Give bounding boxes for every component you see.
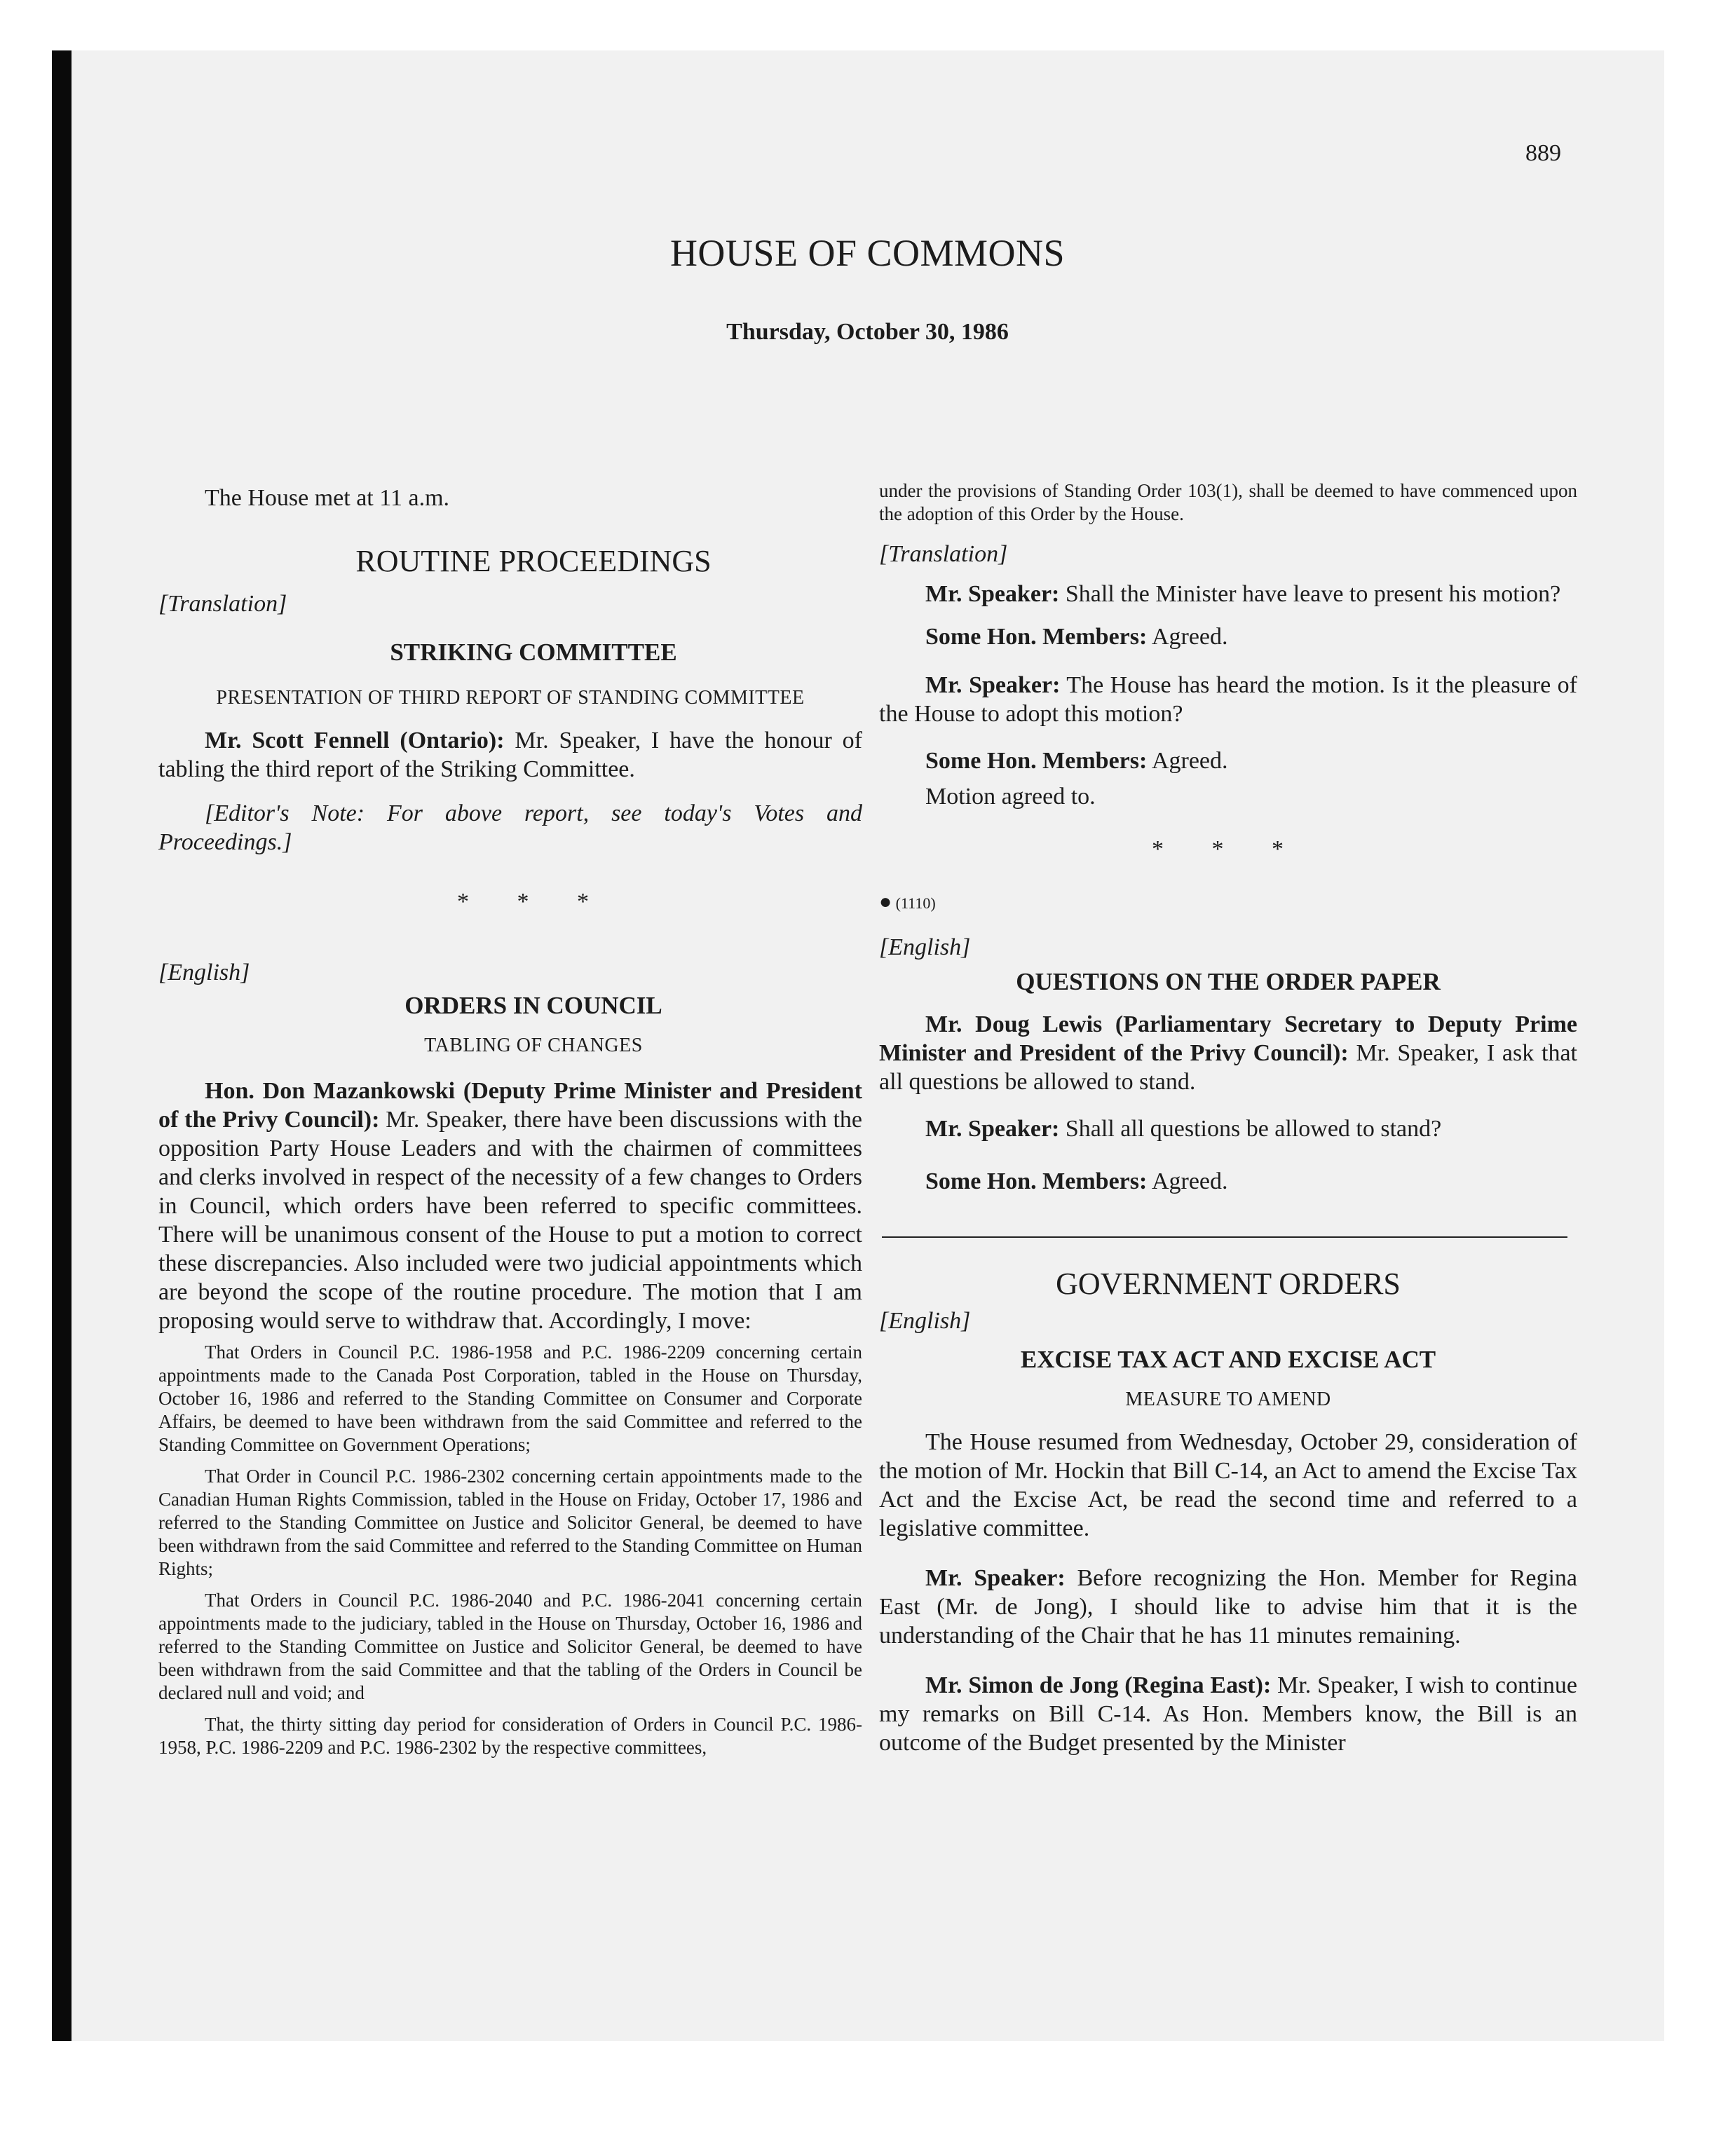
paragraph-members-agreed-3: Some Hon. Members: Agreed.	[925, 1168, 1228, 1194]
motion-clause-1: That Orders in Council P.C. 1986-1958 and P.C. 1986-2209 concerning certain appointments made to the Canada Post Corporation, tabled in the House on Thursday, October 16, 1986 and referred to the Standing Committee on Consumer and Corporate Affairs, be deemed to have been withdrawn from the said Committee and referred to the Standing Committee on Government Operations;	[158, 1342, 862, 1455]
heading-excise-tax-act: EXCISE TAX ACT AND EXCISE ACT	[1020, 1346, 1436, 1373]
motion-clause-2: That Order in Council P.C. 1986-2302 concerning certain appointments made to the Canadian Human Rights Commission, tabled in the House on Friday, October 17, 1986 and referred to the Standing Committee on Justice and Solicitor General, be deemed to have been withdrawn from the said Committee and referred to the Standing Committee on Human Rights;	[158, 1466, 862, 1579]
page-number: 889	[1525, 140, 1561, 166]
motion-clause-3: That Orders in Council P.C. 1986-2040 and P.C. 1986-2041 concerning certain appointments made to the judiciary, tabled in the House on Thursday, October 16, 1986 and referred to the Standing Committee on Justice and Solicitor General, be deemed to have been withdrawn from the said Committee and that the tabling of the Orders in Council be declared null and void; and	[158, 1590, 862, 1703]
speaker-name: Some Hon. Members:	[925, 748, 1148, 774]
paragraph-lewis: Mr. Doug Lewis (Parliamentary Secretary to Deputy Prime Minister and President of the Privy Council): Mr. Speaker, I ask that all questions be allowed to stand.	[879, 1011, 1578, 1095]
editor-note: [Editor's Note: For above report, see today's Votes and Proceedings.]	[158, 800, 862, 855]
paragraph-house-resumed: The House resumed from Wednesday, October 29, consideration of the motion of Mr. Hockin that Bill C-14, an Act to amend the Excise Tax Act and the Excise Act, be read the second time and referred to a legislative committee.	[879, 1429, 1577, 1541]
section-separator: * * *	[457, 889, 610, 915]
paragraph-speaker-leave: Mr. Speaker: Shall the Minister have leave to present his motion?	[925, 581, 1561, 607]
binding-edge	[52, 50, 72, 2041]
speaker-name: Mr. Speaker:	[925, 581, 1060, 607]
speaker-name: Some Hon. Members:	[925, 624, 1148, 650]
speaker-name: Mr. Speaker:	[925, 1565, 1066, 1591]
tag-translation: [Translation]	[879, 541, 1008, 567]
speaker-name: Some Hon. Members:	[925, 1168, 1148, 1194]
time-marker: ● (1110)	[879, 890, 936, 913]
motion-clause-4: That, the thirty sitting day period for consideration of Orders in Council P.C. 1986-1958, P.C. 1986-2209 and P.C. 1986-2302 by the respective committees,	[158, 1714, 862, 1758]
motion-agreed: Motion agreed to.	[925, 784, 1096, 810]
section-divider-rule	[882, 1236, 1567, 1238]
section-routine-proceedings: ROUTINE PROCEEDINGS	[355, 544, 712, 578]
section-government-orders: GOVERNMENT ORDERS	[1056, 1267, 1401, 1301]
opening-line: The House met at 11 a.m.	[205, 485, 450, 511]
paragraph-fennell: Mr. Scott Fennell (Ontario): Mr. Speaker, I have the honour of tabling the third report of the Striking Committee.	[158, 728, 862, 782]
subheading-tabling-changes: TABLING OF CHANGES	[424, 1035, 643, 1056]
bullet-icon: ●	[879, 890, 892, 913]
tag-english: [English]	[879, 1308, 971, 1334]
speaker-name: Mr. Simon de Jong (Regina East):	[925, 1672, 1272, 1698]
paragraph-mazankowski: Hon. Don Mazankowski (Deputy Prime Minister and President of the Privy Council): Mr. Speaker, there have been discussions with the opposition Party House Leaders and with the chairmen of committees and clerks involved in respect of the necessity of a few changes to Orders in Council, which orders have been referred to specific committees. There will be unanimous consent of the House to put a motion to correct these discrepancies. Also included were two judicial appointments which are beyond the scope of the routine procedure. The motion that I am proposing would serve to withdraw that. Accordingly, I move:	[158, 1078, 863, 1334]
paragraph-speaker-advise: Mr. Speaker: Before recognizing the Hon. Member for Regina East (Mr. de Jong), I should like to advise him that it is the understanding of the Chair that he has 11 minutes remaining.	[879, 1565, 1577, 1649]
heading-orders-in-council: ORDERS IN COUNCIL	[404, 992, 662, 1019]
speaker-name: Hon. Don Mazankowski (Deputy Prime Minister and President of the Privy Council):	[158, 1078, 862, 1133]
paragraph-speaker-adopt: Mr. Speaker: The House has heard the motion. Is it the pleasure of the House to adopt this motion?	[879, 672, 1577, 727]
tag-english: [English]	[158, 960, 250, 985]
motion-continuation: under the provisions of Standing Order 103(1), shall be deemed to have commenced upon the adoption of this Order by the House.	[879, 480, 1577, 524]
paragraph-de-jong: Mr. Simon de Jong (Regina East): Mr. Speaker, I wish to continue my remarks on Bill C-14. As Hon. Members know, the Bill is an outcome of the Budget presented by the Minister	[879, 1672, 1577, 1756]
tag-translation: [Translation]	[158, 591, 287, 617]
speaker-name: Mr. Speaker:	[925, 1116, 1060, 1142]
paragraph-speaker-stand: Mr. Speaker: Shall all questions be allowed to stand?	[925, 1116, 1442, 1142]
speaker-name: Mr. Scott Fennell (Ontario):	[205, 728, 505, 753]
subheading-third-report: PRESENTATION OF THIRD REPORT OF STANDING COMMITTEE	[216, 687, 805, 709]
paragraph-members-agreed-2: Some Hon. Members: Agreed.	[925, 748, 1228, 774]
section-separator: * * *	[1152, 836, 1305, 862]
page-title: HOUSE OF COMMONS	[669, 232, 1066, 274]
sitting-date: Thursday, October 30, 1986	[726, 319, 1009, 345]
paragraph-members-agreed-1: Some Hon. Members: Agreed.	[925, 624, 1228, 650]
heading-striking-committee: STRIKING COMMITTEE	[390, 639, 677, 666]
heading-questions-order-paper: QUESTIONS ON THE ORDER PAPER	[1016, 968, 1441, 995]
speaker-name: Mr. Speaker:	[925, 672, 1061, 698]
speaker-name: Mr. Doug Lewis (Parliamentary Secretary to Deputy Prime Minister and President of the Privy Council):	[879, 1011, 1577, 1066]
left-column	[158, 484, 862, 1759]
tag-english: [English]	[879, 934, 971, 960]
right-column	[879, 480, 1578, 1757]
subheading-measure-to-amend: MEASURE TO AMEND	[1125, 1389, 1331, 1410]
